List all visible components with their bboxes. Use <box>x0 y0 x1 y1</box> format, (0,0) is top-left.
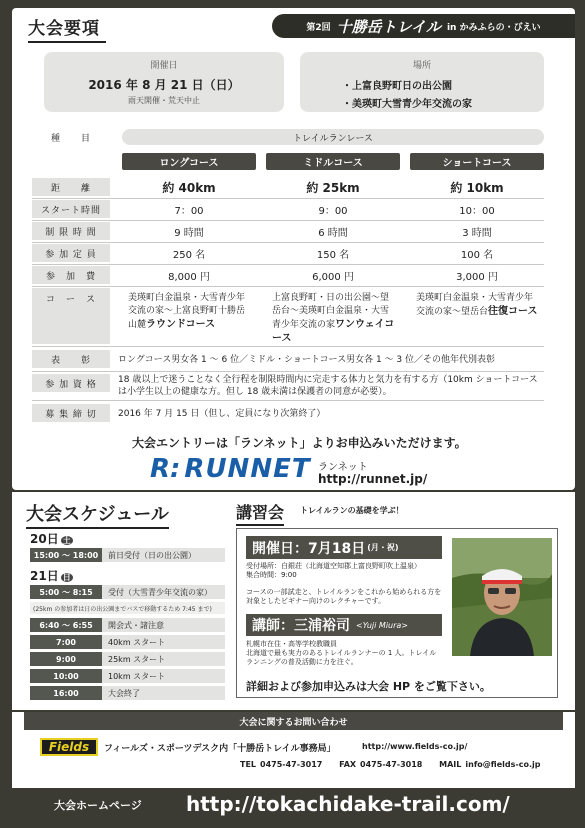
row-label-distance: 距 離 <box>32 178 110 196</box>
schedule-row <box>30 548 225 562</box>
course-head-middle: ミドルコース <box>266 153 400 170</box>
distance-long: 約 40km <box>162 180 216 195</box>
day-of-week-badge: 土 <box>62 536 71 545</box>
deadline-text: 2016 年 7 月 15 日（但し、定員になり次第終了） <box>118 409 326 419</box>
venue-label: 場所 <box>412 61 431 71</box>
course-desc-middle: 上富良野町・日の出公園〜望岳台〜美瑛町白金温泉・大雪青少年交流の家ワンウェイコース <box>272 293 395 344</box>
limit-middle: 6 時間 <box>318 227 348 239</box>
schedule-event: 25km スタート <box>102 652 225 666</box>
contact-details: TEL 0475-47-3017 FAX 0475-47-3018 MAIL info@fields-co.jp <box>240 760 541 769</box>
schedule-time: 16:00 <box>30 686 102 700</box>
schedule-row <box>30 635 225 649</box>
lecture-subtitle: トレイルランの基礎を学ぶ！ <box>300 506 404 515</box>
row-label-capacity: 参 加 定 員 <box>32 244 110 262</box>
course-desc-short: 美瑛町白金温泉・大雪青少年交流の家〜望岳台往復コース <box>416 293 538 317</box>
fax-number: 0475-47-3018 <box>360 760 423 769</box>
schedule-event: 前日受付（日の出公園） <box>102 548 225 562</box>
schedule-row <box>30 618 225 632</box>
row-label-course: コ ー ス <box>32 288 110 344</box>
qualification-text: 18 歳以上で迷うことなく全行程を制限時間内に完走する体力と気力を有する方（10km ショートコースは小学生以上の健康な方。但し 18 歳未満は保護者の同意が必要）。 <box>118 375 538 397</box>
runnet-logo-text: RUNNET <box>184 454 311 484</box>
tel-number: 0475-47-3017 <box>260 760 323 769</box>
fee-short: 3,000 円 <box>456 271 498 283</box>
event-location: in かみふらの・びえい <box>446 22 541 33</box>
schedule-time: 5:00 〜 8:15 <box>30 585 102 599</box>
row-label-start: スタート時間 <box>32 200 110 218</box>
date-box <box>44 52 284 112</box>
row-divider <box>32 198 544 199</box>
distance-middle: 約 25km <box>306 180 360 195</box>
row-label-qualification: 参 加 資 格 <box>32 374 110 392</box>
row-divider <box>32 371 544 372</box>
runnet-logo-mark: R: <box>150 454 181 484</box>
start-long: 7：00 <box>174 205 204 217</box>
schedule-event: 受付（大雪青少年交流の家） <box>102 585 225 599</box>
contact-url[interactable]: http://www.fields-co.jp/ <box>362 742 468 751</box>
contact-organization: フィールズ・スポーツデスク内「十勝岳トレイル事務局」 <box>104 744 336 754</box>
schedule-time: 9:00 <box>30 652 102 666</box>
venue-item: ・美瑛町大雪青少年交流の家 <box>342 99 472 110</box>
row-label-category: 種 目 <box>50 133 91 144</box>
lecture-footer: 詳細および参加申込みは大会 HP をご覧下さい。 <box>246 680 491 693</box>
schedule-event: 10km スタート <box>102 669 225 683</box>
capacity-middle: 150 名 <box>316 249 350 261</box>
day-label: 21日 日 <box>30 569 71 583</box>
fee-long: 8,000 円 <box>168 271 210 283</box>
schedule-time: 7:00 <box>30 635 102 649</box>
entry-info: 大会エントリーは「ランネット」よりお申込みいただけます。 <box>132 436 467 450</box>
start-short: 10：00 <box>459 205 495 217</box>
schedule-row <box>30 652 225 666</box>
schedule-note: (25km の参加者は日の出公園までバスで移動するため 7:45 まで) <box>30 602 225 614</box>
row-divider <box>32 286 544 287</box>
schedule-row <box>30 669 225 683</box>
row-divider <box>32 264 544 265</box>
row-label-deadline: 募 集 締 切 <box>32 404 110 422</box>
mail-address[interactable]: info@fields-co.jp <box>465 760 541 769</box>
runnet-logo <box>150 454 311 484</box>
outline-title: 大会要項 <box>28 14 100 39</box>
schedule-row <box>30 686 225 700</box>
row-divider <box>32 242 544 243</box>
lecture-meeting-time: 集合時間：9:00 <box>246 571 297 579</box>
homepage-url[interactable]: http://tokachidake-trail.com/ <box>186 792 510 816</box>
capacity-long: 250 名 <box>172 249 206 261</box>
schedule-time: 6:40 〜 6:55 <box>30 618 102 632</box>
row-divider <box>32 220 544 221</box>
date-label: 開催日 <box>150 61 178 71</box>
limit-long: 9 時間 <box>174 227 204 239</box>
day-of-week-badge: 日 <box>62 573 71 582</box>
lecture-date: 開催日：7月18日 (月・祝) <box>246 536 442 559</box>
runnet-url[interactable]: http://runnet.jp/ <box>318 472 428 486</box>
course-head-short: ショートコース <box>410 153 544 170</box>
venue-item: ・上富良野町日の出公園 <box>342 81 452 92</box>
lecture-title: 講習会 <box>236 500 284 523</box>
event-edition: 第2回 <box>306 22 331 33</box>
runnet-name: ランネット <box>318 462 368 473</box>
event-name: 十勝岳トレイル <box>336 17 441 36</box>
start-middle: 9：00 <box>318 205 348 217</box>
row-divider <box>32 346 544 347</box>
venue-box <box>300 52 544 112</box>
distance-short: 約 10km <box>450 180 504 195</box>
limit-short: 3 時間 <box>462 227 492 239</box>
lecture-description: コースの一部試走と、トレイルランをこれから始められる方を対象としたビギナー向けのレクチャーです。 <box>246 588 442 605</box>
fee-middle: 6,000 円 <box>312 271 354 283</box>
schedule-time: 10:00 <box>30 669 102 683</box>
lecture-instructor: 講師：三浦裕司 <Yuji Miura> <box>246 614 442 636</box>
instructor-photo <box>452 538 552 656</box>
row-label-limit: 制 限 時 間 <box>32 222 110 240</box>
schedule-event: 40km スタート <box>102 635 225 649</box>
homepage-label: 大会ホームページ <box>54 799 142 812</box>
course-desc-long: 美瑛町白金温泉・大雪青少年交流の家〜上富良野町十勝岳山麓ラウンドコース <box>128 293 246 330</box>
lecture-reception: 受付場所：白銀荘（北海道空知郡上富良野町吹上温泉） <box>246 562 421 570</box>
schedule-row <box>30 585 225 599</box>
schedule-event: 開会式・諸注意 <box>102 618 225 632</box>
weather-note: 雨天開催・荒天中止 <box>128 96 200 105</box>
event-date: 2016 年 8 月 21 日（日） <box>88 78 240 92</box>
row-label-award: 表 彰 <box>32 350 110 368</box>
event-logo-bar <box>272 14 575 38</box>
contact-heading: 大会に関するお問い合わせ <box>24 712 563 730</box>
schedule-title: 大会スケジュール <box>26 500 169 526</box>
award-text: ロングコース男女各 1 〜 6 位／ミドル・ショートコース男女各 1 〜 3 位／その他年代別表彰 <box>118 355 495 365</box>
schedule-time: 15:00 〜 18:00 <box>30 548 102 562</box>
fields-logo: Fields <box>40 738 98 756</box>
race-type: トレイルランレース <box>122 129 544 145</box>
day-label: 20日 土 <box>30 532 71 546</box>
capacity-short: 100 名 <box>460 249 494 261</box>
instructor-bio: 札幌市在住・高等学校教職員 北海道で最も実力のあるトレイルランナーの 1 人。トレイルランニングの普及活動に力を注ぐ。 <box>246 640 437 666</box>
course-head-long: ロングコース <box>122 153 256 170</box>
schedule-event: 大会終了 <box>102 686 225 700</box>
row-divider <box>32 400 544 401</box>
row-label-fee: 参 加 費 <box>32 266 110 284</box>
